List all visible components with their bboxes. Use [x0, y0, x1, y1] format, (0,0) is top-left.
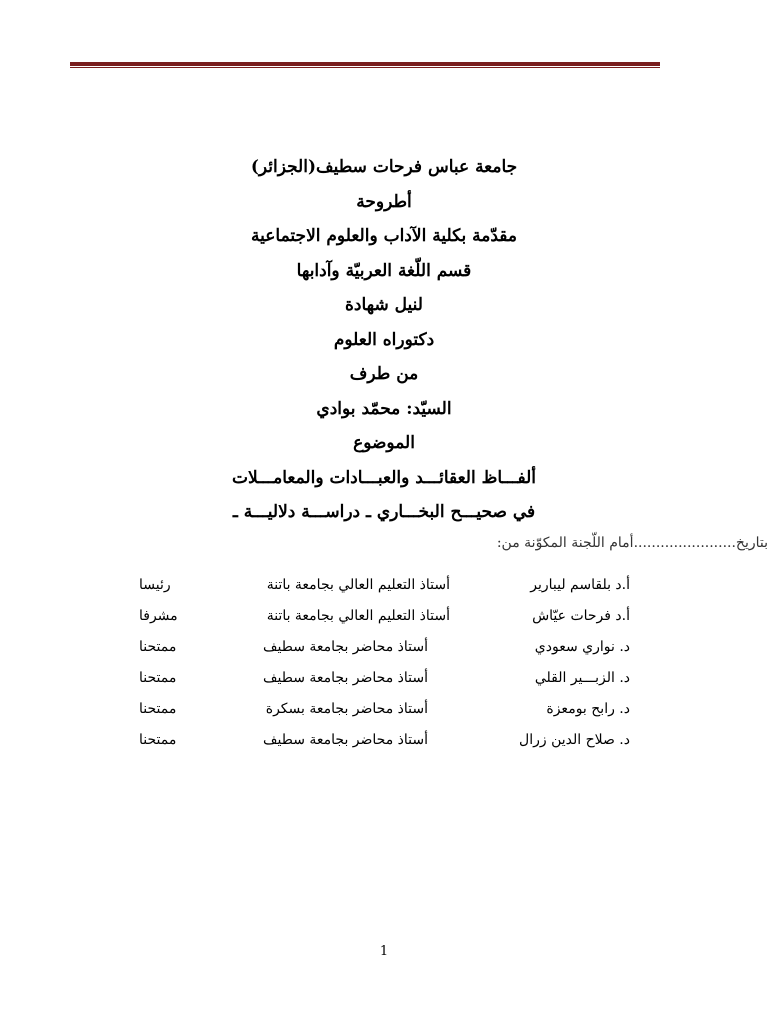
committee-member	[0, 573, 768, 604]
committee-member	[0, 635, 768, 666]
department-name: قسم اللّغة العربيّة وآدابها	[296, 260, 472, 281]
committee-list	[0, 573, 768, 759]
university-name: جامعة عباس فرحات سطيف(الجزائر)	[250, 157, 518, 177]
subject-label: الموضوع	[353, 433, 415, 453]
thesis-subtitle: في صحيـــح البخـــاري ـ دراســـة دلاليـــة ـ	[232, 502, 536, 522]
thesis-title: ألفـــاظ العقائـــد والعبـــادات والمعامـــلات	[232, 467, 536, 488]
member-position: أستاذ محاضر بجامعة سطيف	[263, 639, 428, 655]
member-role: ممتحنا	[139, 639, 177, 655]
member-role: مشرفا	[139, 608, 178, 624]
member-name: أ.د فرحات عيّاش	[532, 608, 630, 624]
member-position: أستاذ التعليم العالي بجامعة باتنة	[266, 608, 450, 624]
committee-member	[0, 697, 768, 728]
member-position: أستاذ محاضر بجامعة سطيف	[263, 670, 428, 686]
title-block	[0, 150, 768, 556]
member-position: أستاذ محاضر بجامعة بسكرة	[265, 701, 428, 717]
member-role: ممتحنا	[139, 701, 177, 717]
member-position: أستاذ محاضر بجامعة سطيف	[263, 732, 428, 748]
committee-member	[0, 604, 768, 635]
committee-member	[0, 728, 768, 759]
header-rule	[70, 62, 660, 68]
committee-member	[0, 666, 768, 697]
thesis-label: أطروحة	[356, 191, 412, 212]
member-name: د. صلاح الدين زرال	[519, 732, 630, 748]
by-label: من طرف	[349, 364, 419, 384]
member-name: د. نواري سعودي	[534, 639, 630, 655]
degree-name: دكتوراه العلوم	[333, 329, 435, 350]
member-role: رئيسا	[139, 577, 171, 593]
member-role: ممتحنا	[139, 670, 177, 686]
defense-date-line: بتاريخ.......................أمام اللّجنة المكوّنة من:	[496, 534, 768, 551]
page-number: 1	[379, 944, 389, 959]
degree-purpose: لنيل شهادة	[345, 295, 423, 315]
member-name: د. رابح بومعزة	[546, 701, 630, 717]
author-name: السيّد: محمّد بوادي	[316, 398, 452, 419]
faculty-name: مقدّمة بكلية الآداب والعلوم الاجتماعية	[251, 226, 517, 246]
member-name: أ.د بلقاسم ليبارير	[530, 577, 630, 593]
member-position: أستاذ التعليم العالي بجامعة باتنة	[266, 577, 450, 593]
member-name: د. الزبـــير القلي	[534, 670, 630, 686]
member-role: ممتحنا	[139, 732, 177, 748]
